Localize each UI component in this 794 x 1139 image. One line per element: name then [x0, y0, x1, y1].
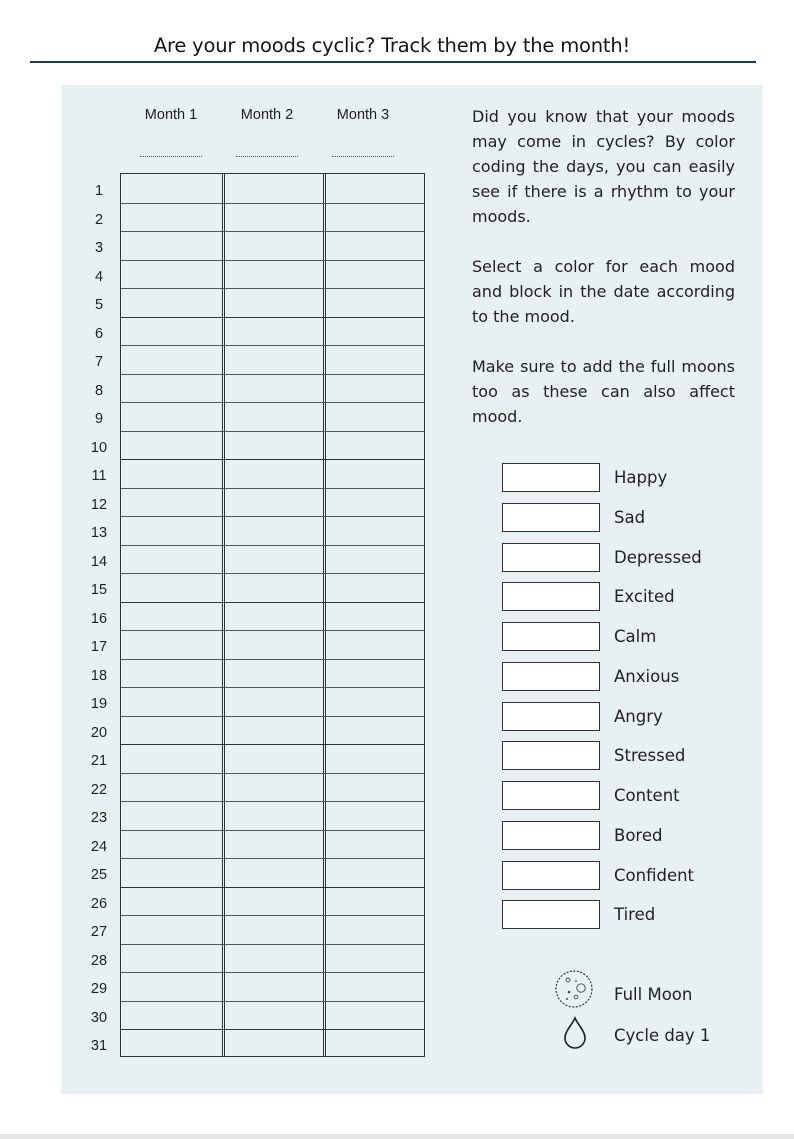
day-cell[interactable]: [121, 602, 223, 631]
day-cell[interactable]: [223, 1001, 325, 1030]
day-cell[interactable]: [223, 573, 325, 602]
month-header-3: Month 3: [336, 107, 390, 123]
day-cell[interactable]: [223, 516, 325, 545]
day-cell[interactable]: [324, 516, 426, 545]
day-cell[interactable]: [324, 716, 426, 745]
day-cell[interactable]: [121, 801, 223, 830]
day-cell[interactable]: [121, 744, 223, 773]
day-cell[interactable]: [121, 1001, 223, 1030]
day-cell[interactable]: [121, 915, 223, 944]
day-number: 8: [94, 382, 104, 399]
mood-color-swatch[interactable]: [502, 503, 600, 532]
day-cell[interactable]: [223, 288, 325, 317]
day-cell[interactable]: [324, 659, 426, 688]
day-cell[interactable]: [324, 488, 426, 517]
day-cell[interactable]: [324, 687, 426, 716]
full-moon-paragraph: Make sure to add the full moons too as these can also affect mood.: [472, 357, 735, 426]
mood-color-swatch[interactable]: [502, 622, 600, 651]
title-divider: [30, 61, 756, 63]
day-number: 10: [90, 439, 108, 456]
day-cell[interactable]: [223, 431, 325, 460]
day-cell[interactable]: [324, 801, 426, 830]
day-cell[interactable]: [324, 830, 426, 859]
day-cell[interactable]: [223, 231, 325, 260]
day-number: 31: [90, 1038, 108, 1055]
day-cell[interactable]: [324, 630, 426, 659]
day-cell[interactable]: [223, 174, 325, 203]
page-title: Are your moods cyclic? Track them by the month!: [153, 34, 631, 57]
day-cell[interactable]: [223, 345, 325, 374]
day-cell[interactable]: [223, 459, 325, 488]
day-cell[interactable]: [324, 1001, 426, 1030]
day-cell[interactable]: [121, 659, 223, 688]
mood-label: Stressed: [614, 746, 686, 766]
day-cell[interactable]: [121, 573, 223, 602]
mood-color-swatch[interactable]: [502, 821, 600, 850]
day-number: 27: [90, 924, 108, 941]
day-cell[interactable]: [121, 858, 223, 887]
day-cell[interactable]: [223, 203, 325, 232]
day-cell[interactable]: [324, 915, 426, 944]
day-cell[interactable]: [121, 431, 223, 460]
day-cell[interactable]: [121, 716, 223, 745]
mood-color-swatch[interactable]: [502, 463, 600, 492]
day-cell[interactable]: [223, 887, 325, 916]
mood-color-swatch[interactable]: [502, 900, 600, 929]
day-number: 15: [90, 582, 108, 599]
moon-icon: [554, 969, 594, 1009]
day-cell[interactable]: [121, 203, 223, 232]
mood-color-swatch[interactable]: [502, 781, 600, 810]
day-cell[interactable]: [223, 744, 325, 773]
day-number: 28: [90, 952, 108, 969]
day-cell[interactable]: [324, 402, 426, 431]
month-header-2: Month 2: [240, 107, 294, 123]
day-number: 26: [90, 895, 108, 912]
day-cell[interactable]: [223, 1029, 325, 1058]
day-cell[interactable]: [223, 545, 325, 574]
day-number: 13: [90, 525, 108, 542]
day-cell[interactable]: [324, 345, 426, 374]
mood-color-swatch[interactable]: [502, 861, 600, 890]
mood-label: Excited: [614, 587, 675, 607]
color-instruction-paragraph: Select a color for each mood and block in the date according to the mood.: [472, 257, 735, 326]
day-cell[interactable]: [121, 459, 223, 488]
mood-grid: [120, 173, 425, 1057]
day-number: 20: [90, 724, 108, 741]
day-cell[interactable]: [223, 972, 325, 1001]
month-3-name-line[interactable]: [332, 156, 394, 157]
day-cell[interactable]: [324, 944, 426, 973]
day-cell[interactable]: [121, 402, 223, 431]
day-cell[interactable]: [324, 602, 426, 631]
day-cell[interactable]: [324, 573, 426, 602]
day-cell[interactable]: [324, 858, 426, 887]
mood-label: Calm: [614, 627, 657, 646]
day-cell[interactable]: [121, 972, 223, 1001]
day-cell[interactable]: [121, 260, 223, 289]
day-cell[interactable]: [223, 716, 325, 745]
day-cell[interactable]: [121, 630, 223, 659]
day-cell[interactable]: [121, 374, 223, 403]
mood-color-swatch[interactable]: [502, 741, 600, 770]
day-cell[interactable]: [324, 1029, 426, 1058]
mood-label: Tired: [614, 905, 656, 925]
mood-color-swatch[interactable]: [502, 662, 600, 691]
day-cell[interactable]: [324, 887, 426, 916]
day-cell[interactable]: [324, 972, 426, 1001]
month-1-name-line[interactable]: [140, 156, 202, 157]
cycle-day-label: Cycle day 1: [614, 1026, 711, 1045]
mood-label: Angry: [614, 706, 663, 726]
day-cell[interactable]: [223, 858, 325, 887]
day-number: 22: [90, 781, 108, 798]
mood-label: Confident: [614, 865, 695, 885]
day-cell[interactable]: [223, 317, 325, 346]
day-cell[interactable]: [223, 374, 325, 403]
day-cell[interactable]: [223, 801, 325, 830]
mood-label: Bored: [614, 825, 663, 845]
day-number: 3: [94, 240, 104, 257]
day-number: 30: [90, 1009, 108, 1026]
day-cell[interactable]: [324, 431, 426, 460]
day-cell[interactable]: [223, 944, 325, 973]
day-cell[interactable]: [324, 773, 426, 802]
mood-color-swatch[interactable]: [502, 702, 600, 731]
day-cell[interactable]: [324, 744, 426, 773]
day-cell[interactable]: [121, 231, 223, 260]
day-number: 14: [90, 553, 108, 570]
mood-label: Content: [614, 786, 680, 805]
day-cell[interactable]: [223, 488, 325, 517]
day-cell[interactable]: [121, 1029, 223, 1058]
day-cell[interactable]: [121, 288, 223, 317]
mood-color-swatch[interactable]: [502, 543, 600, 572]
day-cell[interactable]: [324, 203, 426, 232]
day-cell[interactable]: [121, 687, 223, 716]
day-cell[interactable]: [223, 260, 325, 289]
day-cell[interactable]: [223, 630, 325, 659]
day-cell[interactable]: [223, 659, 325, 688]
day-cell[interactable]: [121, 944, 223, 973]
day-number: 17: [90, 639, 108, 656]
day-cell[interactable]: [324, 231, 426, 260]
full-moon-label: Full Moon: [614, 985, 693, 1004]
day-cell[interactable]: [121, 516, 223, 545]
day-cell[interactable]: [121, 345, 223, 374]
day-number: 12: [90, 496, 108, 513]
intro-paragraph: Did you know that your moods may come in cycles? By color coding the days, you can easily see if there is a rhythm to your moods.: [472, 107, 735, 226]
day-number: 21: [90, 753, 108, 770]
day-cell[interactable]: [324, 459, 426, 488]
day-number: 2: [94, 211, 104, 228]
mood-label: Depressed: [614, 547, 702, 567]
day-cell[interactable]: [223, 602, 325, 631]
day-cell[interactable]: [121, 317, 223, 346]
day-cell[interactable]: [121, 488, 223, 517]
day-cell[interactable]: [223, 915, 325, 944]
day-cell[interactable]: [324, 317, 426, 346]
day-number: 5: [94, 297, 104, 314]
day-number: 24: [90, 838, 108, 855]
day-number: 4: [94, 268, 104, 285]
day-number: 1: [94, 183, 104, 199]
mood-color-swatch[interactable]: [502, 582, 600, 611]
day-cell[interactable]: [121, 174, 223, 203]
day-number: 25: [90, 867, 108, 884]
day-number: 19: [90, 696, 108, 713]
day-cell[interactable]: [121, 887, 223, 916]
day-number: 7: [94, 354, 104, 371]
month-2-name-line[interactable]: [236, 156, 298, 157]
day-number: 18: [90, 667, 108, 684]
day-cell[interactable]: [223, 773, 325, 802]
day-cell[interactable]: [223, 402, 325, 431]
day-cell[interactable]: [324, 288, 426, 317]
day-number: 9: [94, 411, 104, 428]
mood-label: Happy: [614, 468, 668, 487]
day-number: 11: [91, 468, 107, 485]
mood-label: Sad: [614, 507, 646, 527]
day-cell[interactable]: [223, 687, 325, 716]
day-cell[interactable]: [121, 830, 223, 859]
day-cell[interactable]: [324, 545, 426, 574]
day-cell[interactable]: [324, 374, 426, 403]
day-cell[interactable]: [121, 545, 223, 574]
day-cell[interactable]: [324, 260, 426, 289]
day-number: 23: [90, 810, 108, 827]
day-cell[interactable]: [324, 174, 426, 203]
page-bottom-edge: [0, 1134, 794, 1139]
day-cell[interactable]: [223, 830, 325, 859]
drop-icon: [563, 1016, 587, 1050]
day-number: 16: [90, 610, 108, 627]
day-cell[interactable]: [121, 773, 223, 802]
month-header-1: Month 1: [144, 107, 198, 123]
day-number: 6: [94, 325, 104, 342]
mood-label: Anxious: [614, 666, 680, 686]
day-number: 29: [90, 981, 108, 998]
